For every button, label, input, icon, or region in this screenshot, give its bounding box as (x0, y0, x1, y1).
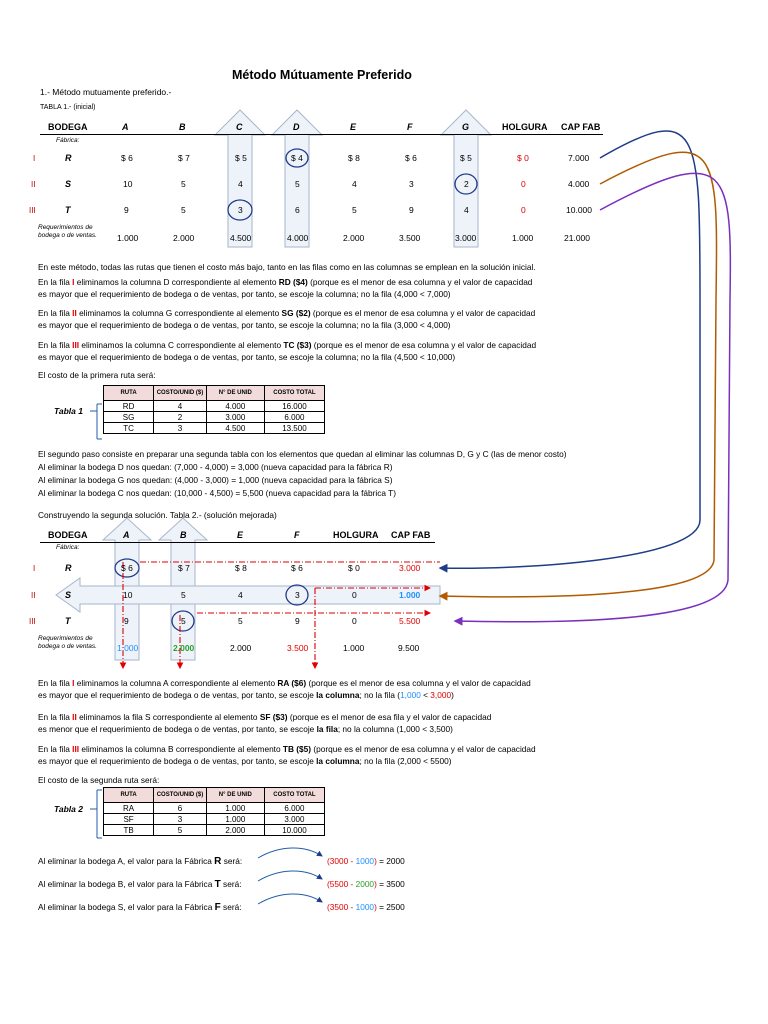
table2-cell: 0 (352, 590, 357, 600)
table2-header-e: E (237, 530, 244, 540)
table2-cell: 3.000 (399, 563, 421, 573)
cost-line-1: El costo de la primera ruta será: (38, 370, 156, 380)
table2-req: 1.000 (117, 643, 139, 653)
para3-c-cont: es mayor que el requerimiento de bodega o de ventas, por tanto, se escoje la columna; no la fila (2,000 < 5500) (38, 756, 452, 766)
tabla2-label: Tabla 2 (54, 804, 83, 814)
para3-a-cont: es mayor que el requerimiento de bodega o de ventas, por tanto, se escoje la columna; no la fila (1,000 < 3,000) (38, 690, 454, 700)
tabla1-col-head: COSTO/UNID ($) (154, 386, 207, 401)
table2-cell: 1.000 (399, 590, 421, 600)
para2-l3: Al eliminar la bodega G nos quedan: (4,000 - 3,000) = 1,000 (nueva capacidad para la fábrica S) (38, 475, 393, 485)
para3-c: En la fila III eliminamos la columna B correspondiente al elemento TB ($5) (porque es el menor de esa columna y el valor de capacidad (38, 744, 536, 754)
table1-cell: 2 (464, 179, 469, 189)
tabla2-cell: 3 (154, 814, 207, 825)
tabla2-col-head: COSTO TOTAL (264, 788, 324, 803)
para2-l2: Al eliminar la bodega D nos quedan: (7,000 - 4,000) = 3,000 (nueva capacidad para la fábrica R) (38, 462, 393, 472)
tabla1-cell: 2 (154, 412, 207, 423)
table-row (104, 825, 325, 836)
table2-cell: 0 (352, 616, 357, 626)
tabla1-cell: 16.000 (264, 401, 324, 412)
table2-header-a: A (123, 530, 130, 540)
tabla2-cell: 1.000 (206, 814, 264, 825)
table1-cell: $ 8 (348, 153, 360, 163)
table1-fabrica: Fábrica: (56, 137, 80, 144)
subtitle: 1.- Método mutuamente preferido.- (40, 87, 172, 97)
table1-cell: $ 4 (291, 153, 303, 163)
table2-cell: 3 (295, 590, 300, 600)
table2-row-roman: III (29, 617, 36, 626)
table1-cell: 7.000 (568, 153, 590, 163)
table2-fabrica: Fábrica: (56, 544, 80, 551)
table1-header-d: D (293, 122, 300, 132)
final-result-1: (3000 - 1000) = 2000 (327, 856, 405, 866)
table2-header-capfab: CAP FAB (391, 530, 431, 540)
final-line-2: Al eliminar la bodega B, el valor para la Fábrica T será: (38, 879, 242, 890)
table1-header-a: A (122, 122, 129, 132)
tabla1-cell: RD (104, 401, 154, 412)
para1-c: En la fila III eliminamos la columna C correspondiente al elemento TC ($3) (porque es el menor de esa columna y el valor de capacidad (38, 340, 537, 350)
table1-req: 2.000 (343, 233, 365, 243)
table1-cell: 4 (352, 179, 357, 189)
table1-req: 21.000 (564, 233, 590, 243)
table2-header-b: B (180, 530, 187, 540)
table-row (104, 814, 325, 825)
tabla1-cell: 4.500 (206, 423, 264, 434)
para2-l5: Construyendo la segunda solución. Tabla 2.- (solución mejorada) (38, 510, 277, 520)
table1-req: 2.000 (173, 233, 195, 243)
final-line-3: Al eliminar la bodega S, el valor para la Fábrica F será: (38, 902, 242, 913)
table1-header-f: F (407, 122, 413, 132)
tabla1-cell: 6.000 (264, 412, 324, 423)
tabla1-cell: 4 (154, 401, 207, 412)
table1-cell: 5 (181, 179, 186, 189)
page-title: Método Mútuamente Preferido (232, 68, 412, 82)
table2-cell: 9 (124, 616, 129, 626)
table1-header-holgura: HOLGURA (502, 122, 548, 132)
para2-l1: El segundo paso consiste en preparar una segunda tabla con los elementos que quedan al eliminar las columnas D, G y C (las de menor costo) (38, 449, 567, 459)
table1-row-label: R (65, 153, 72, 163)
tabla1-col-head: N° DE UNID (206, 386, 264, 401)
table1-cell: 9 (124, 205, 129, 215)
tabla2-cell: SF (104, 814, 154, 825)
para3-b-cont: es menor que el requerimiento de bodega o de ventas, por tanto, se escoje la fila; no la columna (1,000 < 3,500) (38, 724, 453, 734)
table1-req: 1.000 (512, 233, 534, 243)
table2-cell: 5 (181, 616, 186, 626)
table2-req: 3.500 (287, 643, 309, 653)
tabla2-col-head: N° DE UNID (206, 788, 264, 803)
para1-b: En la fila II eliminamos la columna G correspondiente al elemento SG ($2) (porque es el menor de esa columna y el valor de capacidad (38, 308, 536, 318)
table2-header-f: F (294, 530, 300, 540)
tabla1-cell: SG (104, 412, 154, 423)
table1-header-g: G (462, 122, 470, 132)
table1-cell: 4 (464, 205, 469, 215)
tabla1-cell: 3 (154, 423, 207, 434)
table2-row-roman: II (31, 591, 36, 600)
table1-cell: $ 5 (235, 153, 247, 163)
table1-header-rule (40, 134, 603, 135)
table2-req: 2.000 (230, 643, 252, 653)
tabla2-cell: 3.000 (264, 814, 324, 825)
tabla2-cell: TB (104, 825, 154, 836)
table2-row-label: S (65, 590, 72, 600)
table1-row-label: T (65, 205, 71, 215)
table2-req: 2.000 (173, 643, 195, 653)
table1-cell: 9 (409, 205, 414, 215)
table1-row-label: S (65, 179, 72, 189)
table1-header-bodega: BODEGA (48, 122, 88, 132)
para1-a-cont: es mayor que el requerimiento de bodega o de ventas, por tanto, se escoje la columna; no la fila (4,000 < 7,000) (38, 289, 451, 299)
cost-line-2: El costo de la segunda ruta será: (38, 775, 160, 785)
table1-cell: 4 (238, 179, 243, 189)
para1-c-cont: es mayor que el requerimiento de bodega o de ventas, por tanto, se escoje la columna; no la fila (4,500 < 10,000) (38, 352, 456, 362)
table2-header-rule (40, 542, 435, 543)
table1-cell: $ 6 (405, 153, 417, 163)
tabla2-cell: 6 (154, 803, 207, 814)
tabla2-cell: 2.000 (206, 825, 264, 836)
tabla2-cell: 6.000 (264, 803, 324, 814)
table2-cell: $ 7 (178, 563, 190, 573)
table1-cell: $ 0 (517, 153, 529, 163)
table1-req: 3.500 (399, 233, 421, 243)
table1-header-b: B (179, 122, 186, 132)
table1-cell: 0 (521, 179, 526, 189)
table1-cell: 6 (295, 205, 300, 215)
final-result-2: (5500 - 2000) = 3500 (327, 879, 405, 889)
table2-cell: 9 (295, 616, 300, 626)
table2-header-holgura: HOLGURA (333, 530, 379, 540)
table1-cell: 3 (409, 179, 414, 189)
table1-cell: 5 (181, 205, 186, 215)
table2-header-bodega: BODEGA (48, 530, 88, 540)
row-arrow-s (56, 578, 440, 612)
table1-cell: 5 (352, 205, 357, 215)
table2-req: 9.500 (398, 643, 420, 653)
tabla1-mini (103, 385, 325, 434)
tabla2-cell: RA (104, 803, 154, 814)
table-row (104, 401, 325, 412)
table1-req: 3.000 (455, 233, 477, 243)
table1-req: 4.000 (287, 233, 309, 243)
curve-t (455, 173, 730, 622)
tabla2-cell: 10.000 (264, 825, 324, 836)
table2-cell: 4 (238, 590, 243, 600)
table1-cell: 10.000 (566, 205, 592, 215)
tabla1-cell: 13.500 (264, 423, 324, 434)
table1-cell: $ 6 (121, 153, 133, 163)
para1-b-cont: es mayor que el requerimiento de bodega o de ventas, por tanto, se escoje la columna; no la fila (3,000 < 4,000) (38, 320, 451, 330)
table2-req-label: Requerimientos de bodega o de ventas. (38, 635, 97, 650)
table-row (104, 423, 325, 434)
table1-req-label: Requerimientos de bodega o de ventas. (38, 224, 97, 239)
table2-row-roman: I (33, 564, 36, 573)
table1-row-roman: I (33, 154, 36, 163)
table1-caption: TABLA 1.- (inicial) (40, 104, 96, 111)
table2-cell: 5.500 (399, 616, 421, 626)
final-result-3: (3500 - 1000) = 2500 (327, 902, 405, 912)
table1-cell: 3 (238, 205, 243, 215)
table2-cell: 5 (238, 616, 243, 626)
table1-header-capfab: CAP FAB (561, 122, 601, 132)
tabla2-col-head: RUTA (104, 788, 154, 803)
table1-cell: 5 (295, 179, 300, 189)
table2-cell: $ 8 (235, 563, 247, 573)
tabla2-mini (103, 787, 325, 836)
tabla1-cell: 4.000 (206, 401, 264, 412)
table1-header-e: E (350, 122, 357, 132)
para3-a: En la fila I eliminamos la columna A correspondiente al elemento RA ($6) (porque es el menor de esa columna y el valor de capacidad (38, 678, 531, 688)
table1-cell: 0 (521, 205, 526, 215)
table-row (104, 803, 325, 814)
table2-cell: $ 6 (291, 563, 303, 573)
table1-req: 1.000 (117, 233, 139, 243)
table1-row-roman: II (31, 180, 36, 189)
table2-cell: 10 (123, 590, 133, 600)
table2-cell: $ 0 (348, 563, 360, 573)
table2-row-label: R (65, 563, 72, 573)
table1-cell: 4.000 (568, 179, 590, 189)
table1-cell: 10 (123, 179, 133, 189)
tabla1-label: Tabla 1 (54, 406, 83, 416)
table1-row-roman: III (29, 206, 36, 215)
table2-cell: 5 (181, 590, 186, 600)
para3-b: En la fila II eliminamos la fila S correspondiente al elemento SF ($3) (porque es el menor de esa fila y el valor de capacidad (38, 712, 492, 722)
table1-header-c: C (236, 122, 243, 132)
para1-line1: En este método, todas las rutas que tienen el costo más bajo, tanto en las filas como en las columnas se emplean en la solución inicial. (38, 262, 536, 272)
tabla2-cell: 5 (154, 825, 207, 836)
tabla1-cell: TC (104, 423, 154, 434)
tabla1-cell: 3.000 (206, 412, 264, 423)
curve-s (440, 152, 717, 597)
tabla1-col-head: RUTA (104, 386, 154, 401)
table2-row-label: T (65, 616, 71, 626)
table2-req: 1.000 (343, 643, 365, 653)
tabla1-col-head: COSTO TOTAL (264, 386, 324, 401)
table1-req: 4.500 (230, 233, 252, 243)
para1-a: En la fila I eliminamos la columna D correspondiente al elemento RD ($4) (porque es el menor de esa columna y el valor de capacidad (38, 277, 533, 287)
table1-cell: $ 7 (178, 153, 190, 163)
tabla2-cell: 1.000 (206, 803, 264, 814)
table1-cell: $ 5 (460, 153, 472, 163)
final-line-1: Al eliminar la bodega A, el valor para la Fábrica R será: (38, 856, 243, 867)
para2-l4: Al eliminar la bodega C nos quedan: (10,000 - 4,500) = 5,500 (nueva capacidad para la fábrica T) (38, 488, 396, 498)
tabla2-col-head: COSTO/UNID ($) (154, 788, 207, 803)
table-row (104, 412, 325, 423)
table2-cell: $ 6 (121, 563, 133, 573)
